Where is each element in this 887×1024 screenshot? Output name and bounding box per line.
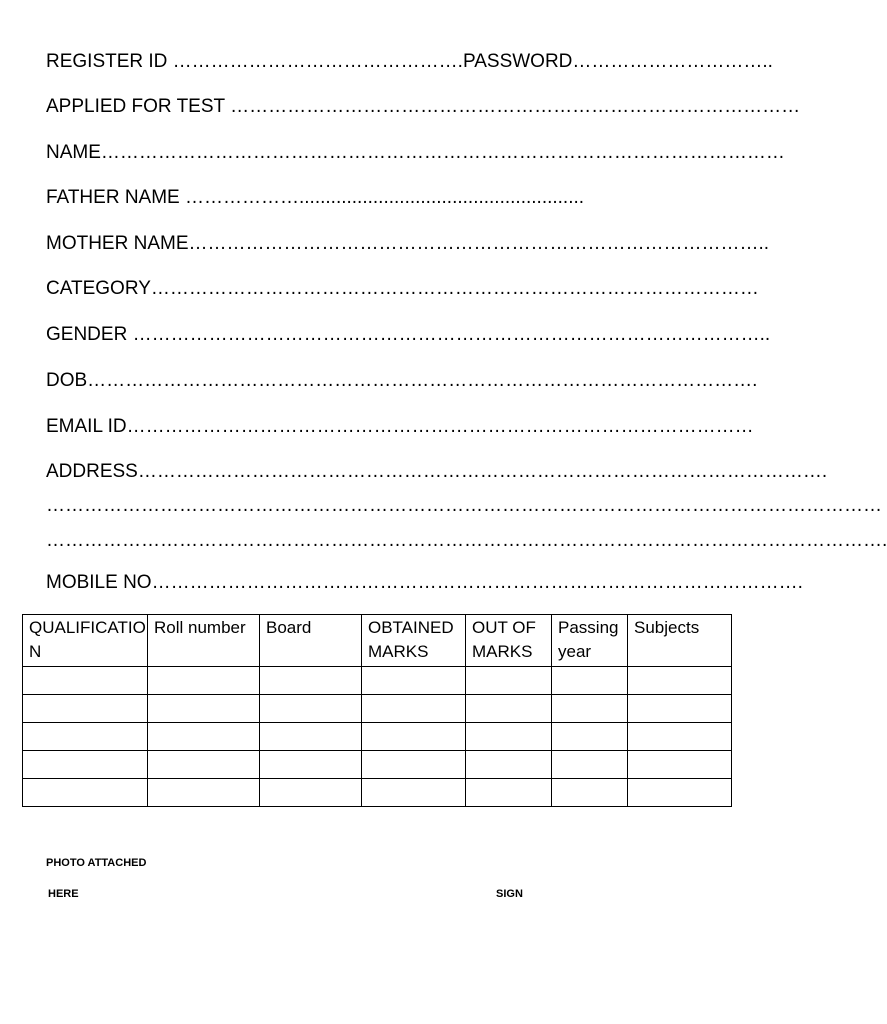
- table-cell[interactable]: [148, 723, 260, 751]
- table-cell[interactable]: [552, 695, 628, 723]
- table-cell[interactable]: [23, 723, 148, 751]
- address-line[interactable]: ADDRESS……………………………………………………………………………………………….: [46, 461, 828, 482]
- sign-label: SIGN: [496, 888, 523, 900]
- table-cell[interactable]: [466, 723, 552, 751]
- table-cell[interactable]: [148, 695, 260, 723]
- email-id-line[interactable]: EMAIL ID………………………………………………………………………………………: [46, 416, 754, 437]
- dob-line[interactable]: DOB…………………………………………………………………………………………….: [46, 370, 758, 391]
- table-cell[interactable]: [466, 695, 552, 723]
- table-cell[interactable]: [362, 779, 466, 807]
- register-password-line[interactable]: REGISTER ID ……………………………………….PASSWORD…………………………..: [46, 51, 773, 72]
- table-cell[interactable]: [466, 667, 552, 695]
- father-name-line[interactable]: FATHER NAME ………………......................................................: [46, 187, 585, 208]
- address-line-2[interactable]: ……………………………………………………………………………………………………………………: [46, 495, 882, 516]
- applied-for-test-line[interactable]: APPLIED FOR TEST ………………………………………………………………………………: [46, 96, 801, 117]
- header-obtained-marks: OBTAINED MARKS: [362, 615, 466, 667]
- table-cell[interactable]: [260, 667, 362, 695]
- mother-name-line[interactable]: MOTHER NAME………………………………………………………………………………..: [46, 233, 770, 254]
- header-subjects: Subjects: [628, 615, 732, 667]
- table-cell[interactable]: [23, 779, 148, 807]
- table-row: [23, 751, 732, 779]
- table-row: [23, 695, 732, 723]
- table-cell[interactable]: [628, 751, 732, 779]
- header-roll-number: Roll number: [148, 615, 260, 667]
- gender-line[interactable]: GENDER ………………………………………………………………………………………..: [46, 324, 771, 345]
- table-cell[interactable]: [362, 751, 466, 779]
- table-cell[interactable]: [628, 667, 732, 695]
- header-out-of-marks: OUT OF MARKS: [466, 615, 552, 667]
- table-cell[interactable]: [628, 695, 732, 723]
- photo-attached-label: PHOTO ATTACHED: [46, 857, 147, 869]
- table-row: [23, 779, 732, 807]
- category-line[interactable]: CATEGORY……………………………………………………………………………………: [46, 278, 759, 299]
- table-cell[interactable]: [552, 779, 628, 807]
- table-cell[interactable]: [552, 751, 628, 779]
- table-cell[interactable]: [628, 779, 732, 807]
- header-passing-year: Passing year: [552, 615, 628, 667]
- header-qualification: QUALIFICATION: [23, 615, 148, 667]
- table-header-row: [23, 615, 732, 667]
- table-cell[interactable]: [362, 667, 466, 695]
- table-cell[interactable]: [23, 667, 148, 695]
- table-cell[interactable]: [260, 751, 362, 779]
- table-cell[interactable]: [23, 695, 148, 723]
- table-cell[interactable]: [362, 723, 466, 751]
- header-board: Board: [260, 615, 362, 667]
- table-cell[interactable]: [260, 723, 362, 751]
- table-cell[interactable]: [552, 667, 628, 695]
- name-line[interactable]: NAME………………………………………………………………………………………………: [46, 142, 785, 163]
- table-cell[interactable]: [466, 751, 552, 779]
- photo-here-label: HERE: [48, 888, 79, 900]
- table-cell[interactable]: [148, 779, 260, 807]
- table-cell[interactable]: [23, 751, 148, 779]
- table-cell[interactable]: [260, 779, 362, 807]
- table-cell[interactable]: [260, 695, 362, 723]
- table-cell[interactable]: [362, 695, 466, 723]
- table-row: [23, 723, 732, 751]
- table-cell[interactable]: [148, 667, 260, 695]
- qualification-table: [22, 614, 732, 807]
- table-cell[interactable]: [552, 723, 628, 751]
- address-line-3[interactable]: …………………………………………………………………………………………………………………….: [46, 530, 887, 551]
- table-cell[interactable]: [628, 723, 732, 751]
- table-cell[interactable]: [148, 751, 260, 779]
- mobile-no-line[interactable]: MOBILE NO………………………………………………………………………………………….: [46, 572, 803, 593]
- table-row: [23, 667, 732, 695]
- table-cell[interactable]: [466, 779, 552, 807]
